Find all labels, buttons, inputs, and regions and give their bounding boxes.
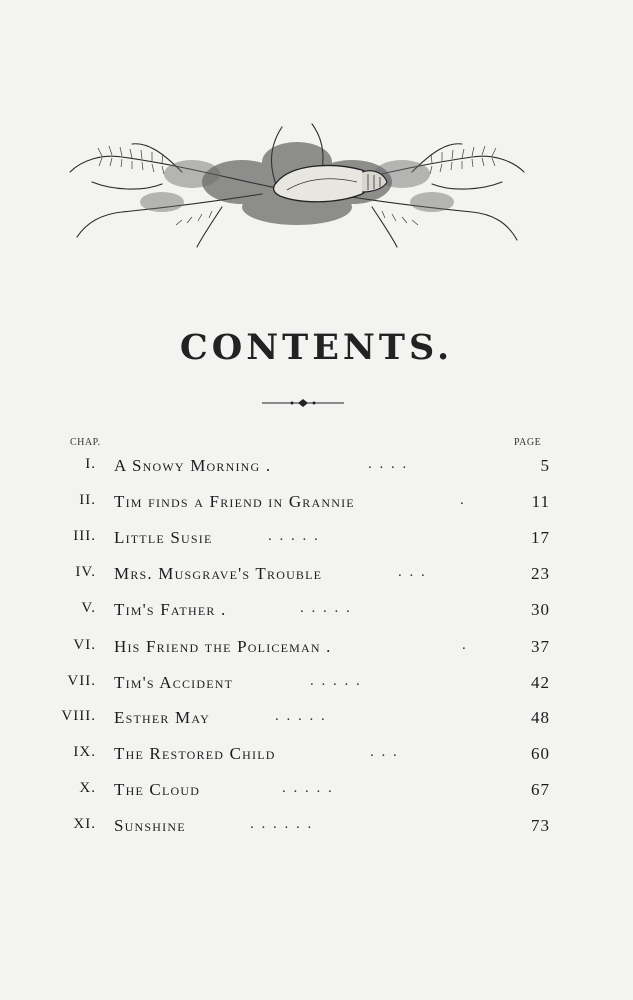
dot-leader: . . . . . . [250,816,314,832]
chapter-number: VIII. [61,708,96,724]
chapter-title: Esther May [114,708,210,727]
contents-entry [0,637,633,667]
page-title: CONTENTS. [179,327,454,368]
page-number: 11 [531,492,550,511]
chapter-number: I. [85,456,96,472]
page-number: 30 [531,600,550,619]
page-number: 37 [531,637,550,656]
chapter-number: II. [79,492,96,508]
seaweed-shell-vignette-icon [62,112,532,252]
contents-entry [0,492,633,522]
contents-entry [0,708,633,738]
dot-leader: . . . . . [300,600,352,616]
chapter-number: IV. [75,564,96,580]
dot-leader: . . . [370,744,399,760]
contents-entry [0,564,633,594]
page-number: 5 [540,456,550,475]
page-number: 67 [531,780,550,799]
dot-leader: . . . . . [282,780,334,796]
chapter-title: His Friend the Policeman . [114,637,332,656]
chapter-number: IX. [73,744,96,760]
page-number: 48 [531,708,550,727]
dot-leader: . . . . . [268,528,320,544]
chapter-title: Tim's Father . [114,600,227,619]
chapter-number: III. [73,528,96,544]
chapter-title: Tim's Accident [114,673,234,692]
chapter-title: The Cloud [114,780,201,799]
page-number: 17 [531,528,550,547]
chapter-number: VII. [67,673,96,689]
contents-entry [0,780,633,810]
contents-entry [0,744,633,774]
dot-leader: . . . [398,564,427,580]
chapter-title: Sunshine [114,816,186,835]
contents-entry [0,456,633,486]
chapter-title: Little Susie [114,528,213,547]
page-number: 42 [531,673,550,692]
chapter-title: Mrs. Musgrave's Trouble [114,564,323,583]
dot-leader: . . . . [368,456,409,472]
contents-entry [0,673,633,703]
dot-leader: . . . . . [275,708,327,724]
divider-flourish-icon [262,396,344,410]
contents-entry [0,816,633,846]
contents-entry [0,528,633,558]
dot-leader: . . . . . [310,673,362,689]
dot-leader: . [462,637,468,653]
page-number: 73 [531,816,550,835]
page-column-header: PAGE [514,437,542,448]
chapter-title: A Snowy Morning . [114,456,272,475]
chapter-number: V. [81,600,96,616]
page-number: 23 [531,564,550,583]
contents-entry [0,600,633,630]
chapter-column-header: CHAP. [70,437,101,448]
chapter-number: VI. [73,637,96,653]
chapter-number: X. [79,780,96,796]
dot-leader: . [460,492,466,508]
page-number: 60 [531,744,550,763]
chapter-title: Tim finds a Friend in Grannie [114,492,355,511]
chapter-number: XI. [73,816,96,832]
chapter-title: The Restored Child [114,744,276,763]
